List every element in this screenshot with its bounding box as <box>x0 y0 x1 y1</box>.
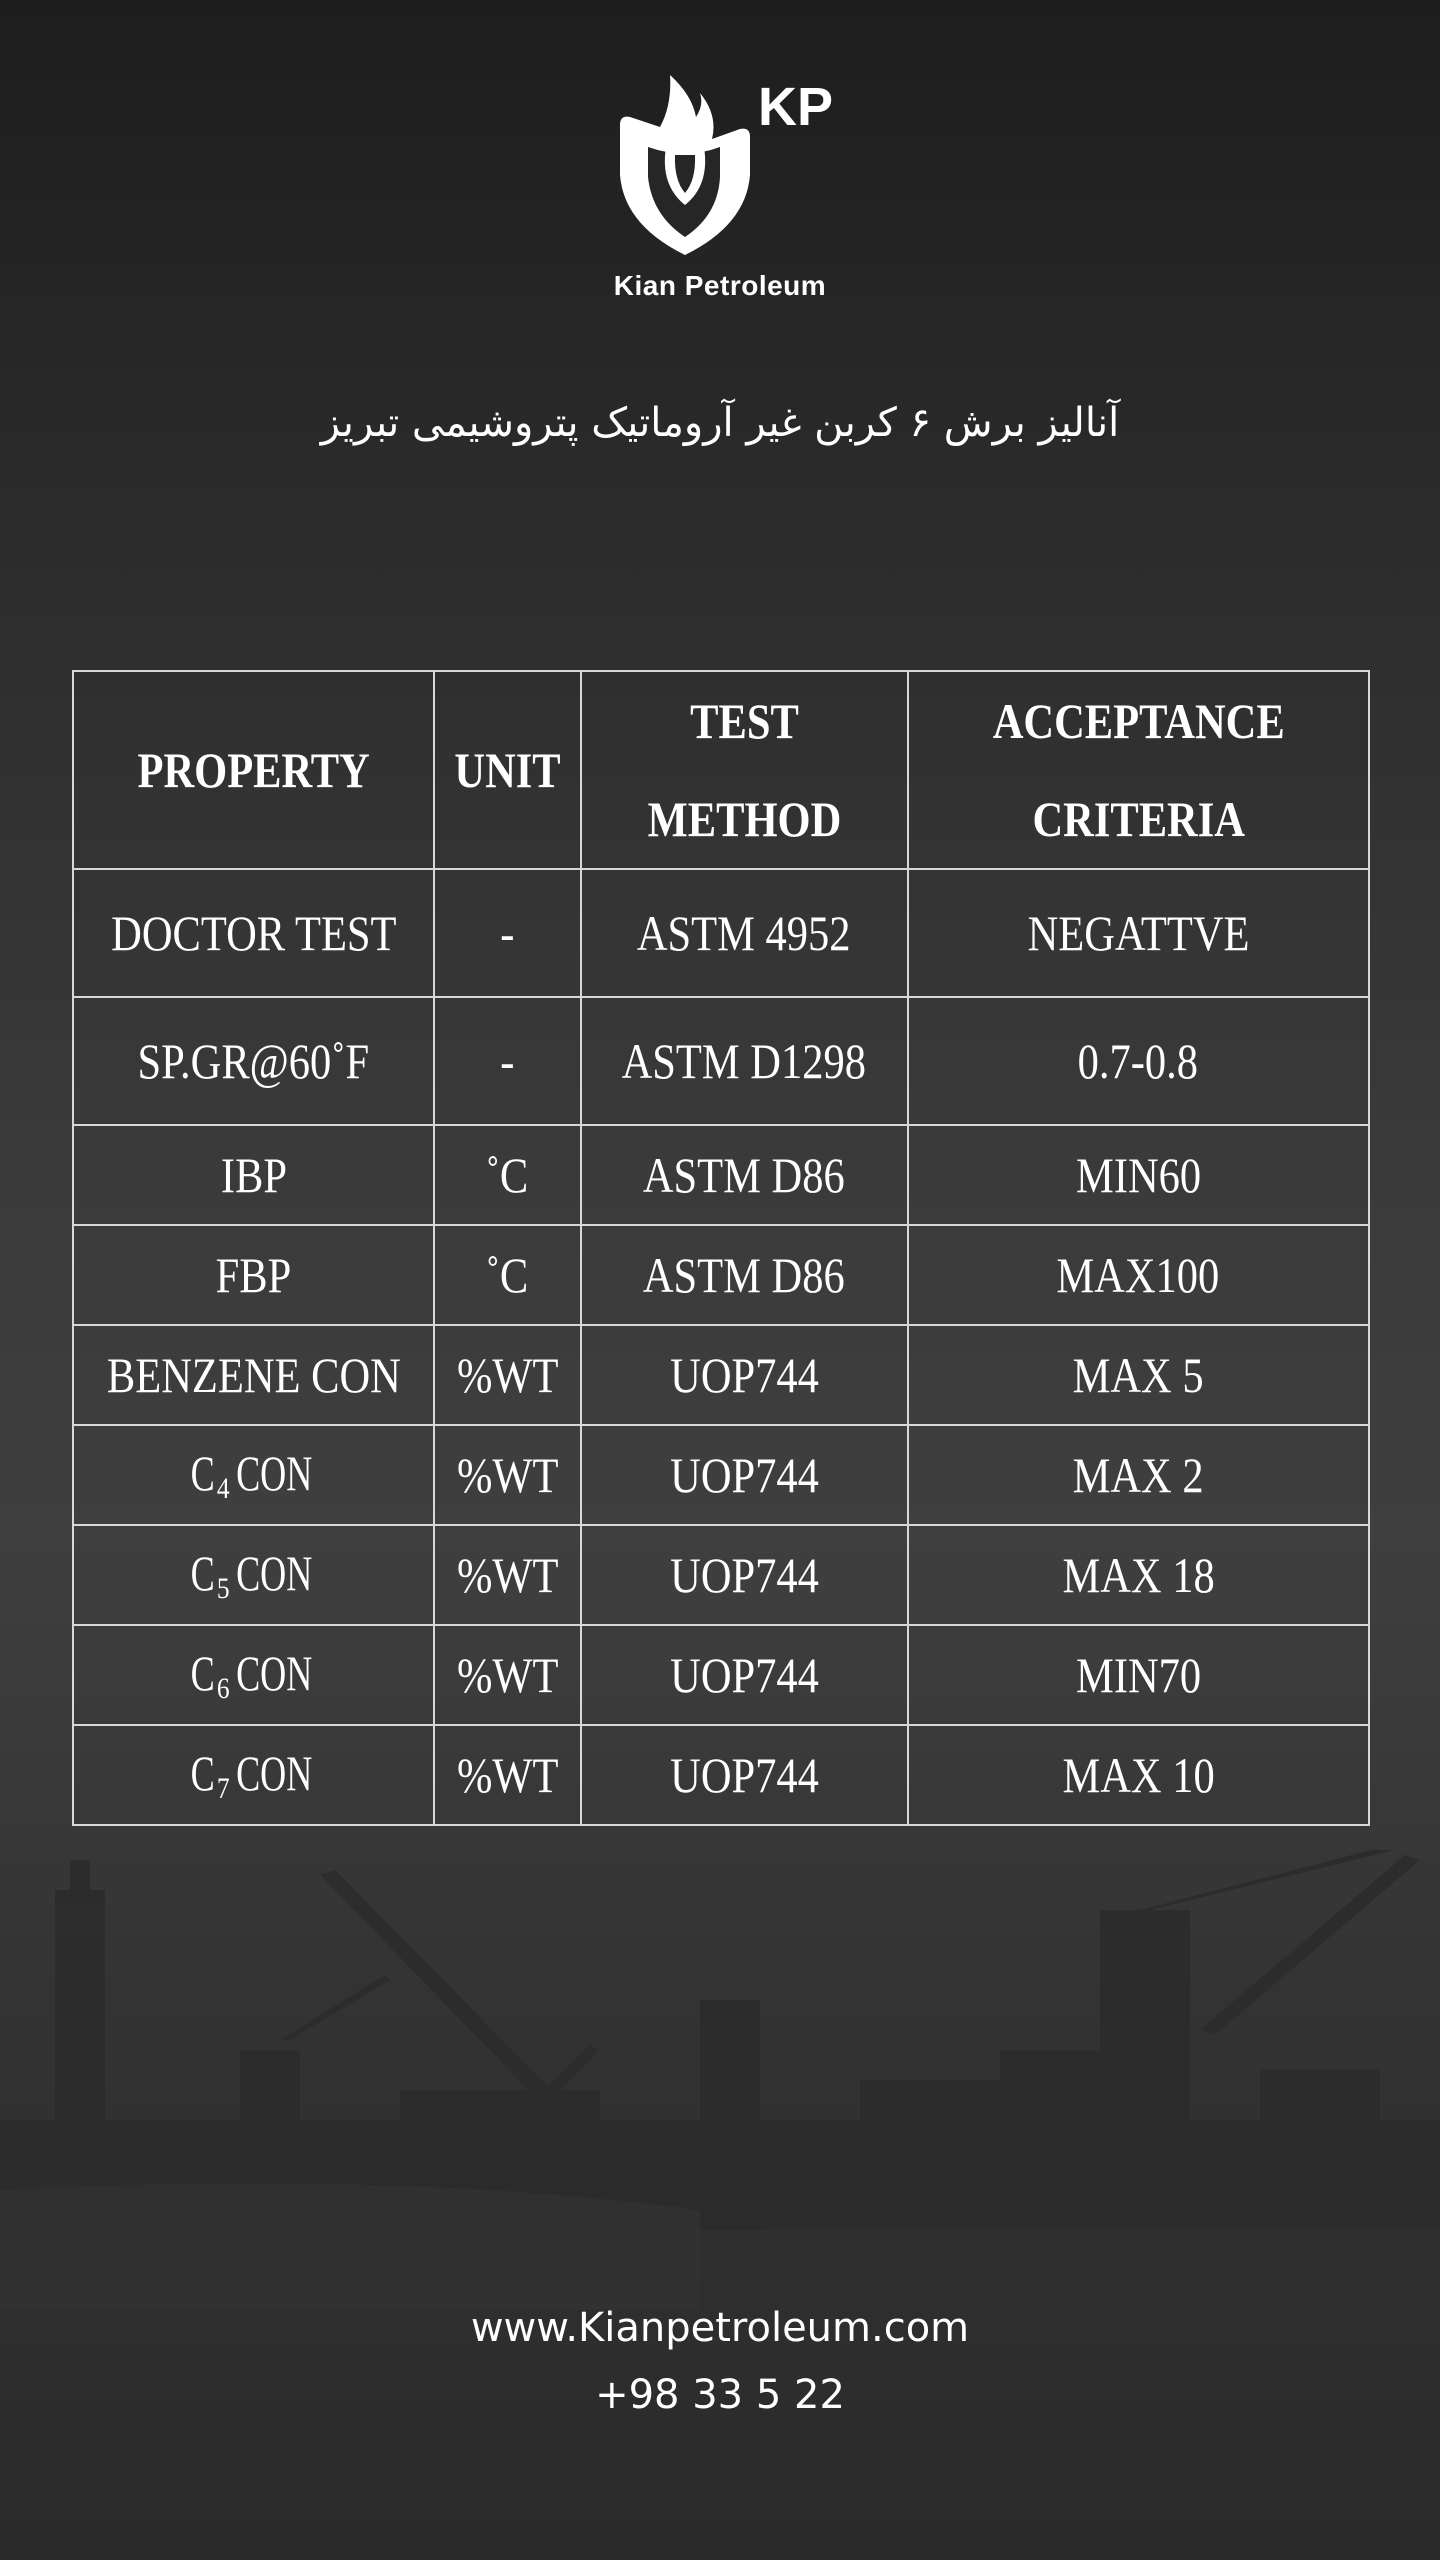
cell-property: DOCTOR TEST <box>110 905 397 961</box>
cell-method: UOP744 <box>669 1547 819 1603</box>
cell-criteria: 0.7-0.8 <box>1078 1033 1199 1089</box>
header-unit: UNIT <box>434 671 580 869</box>
cell-criteria: MAX100 <box>1056 1247 1220 1303</box>
table-row <box>73 1425 1369 1525</box>
table-row <box>73 1625 1369 1725</box>
phone-number[interactable]: +98 33 5 22 <box>595 2372 845 2418</box>
table-row <box>73 1725 1369 1825</box>
table-row <box>73 1125 1369 1225</box>
cell-method: UOP744 <box>669 1347 819 1403</box>
cell-criteria: MAX 2 <box>1072 1447 1204 1503</box>
cell-property: FBP <box>215 1247 292 1303</box>
offshore-rig-silhouette <box>0 1850 1440 2310</box>
page-title: آنالیز برش ۶ کربن غیر آروماتیک پتروشیمی تبریز <box>320 400 1120 446</box>
header-test-method: TEST METHOD <box>581 671 908 869</box>
table-row <box>73 869 1369 997</box>
flame-shield-icon <box>600 55 840 265</box>
table-header-row <box>73 671 1369 869</box>
spec-table <box>72 670 1370 1826</box>
cell-property: SP.GR@60˚F <box>137 1033 370 1089</box>
cell-unit: %WT <box>456 1647 559 1703</box>
cell-unit: %WT <box>456 1447 559 1503</box>
cell-property: $C_4$ CON <box>190 1445 313 1505</box>
table-row <box>73 997 1369 1125</box>
cell-unit: ˚C <box>486 1247 529 1303</box>
cell-property: $C_5$ CON <box>190 1545 313 1605</box>
cell-unit: %WT <box>456 1347 559 1403</box>
table-row <box>73 1325 1369 1425</box>
header-property: PROPERTY <box>73 671 434 869</box>
cell-method: UOP744 <box>669 1647 819 1703</box>
cell-method: UOP744 <box>669 1447 819 1503</box>
cell-criteria: MIN70 <box>1075 1647 1201 1703</box>
cell-unit: %WT <box>456 1547 559 1603</box>
header-acceptance-criteria: ACCEPTANCE CRITERIA <box>908 671 1369 869</box>
cell-criteria: NEGATTVE <box>1027 905 1250 961</box>
cell-unit: %WT <box>456 1747 559 1803</box>
brand-name: Kian Petroleum <box>613 270 827 301</box>
cell-property: $C_7$ CON <box>190 1745 313 1805</box>
cell-criteria: MAX 10 <box>1062 1747 1215 1803</box>
cell-method: UOP744 <box>669 1747 819 1803</box>
kian-petroleum-logo <box>0 55 1440 265</box>
svg-text:KP: KP <box>758 77 834 137</box>
cell-method: ASTM D86 <box>643 1147 845 1203</box>
cell-unit: - <box>500 1033 515 1089</box>
table-row <box>73 1225 1369 1325</box>
table-row <box>73 1525 1369 1625</box>
cell-criteria: MIN60 <box>1075 1147 1201 1203</box>
cell-unit: - <box>500 905 515 961</box>
cell-criteria: MAX 5 <box>1072 1347 1204 1403</box>
cell-method: ASTM D86 <box>643 1247 845 1303</box>
cell-method: ASTM D1298 <box>621 1033 867 1089</box>
cell-property: BENZENE CON <box>106 1347 401 1403</box>
cell-unit: ˚C <box>486 1147 529 1203</box>
cell-method: ASTM 4952 <box>637 905 851 961</box>
cell-criteria: MAX 18 <box>1062 1547 1215 1603</box>
cell-property: $C_6$ CON <box>190 1645 313 1705</box>
website-link[interactable]: www.Kianpetroleum.com <box>470 2305 970 2351</box>
cell-property: IBP <box>220 1147 287 1203</box>
